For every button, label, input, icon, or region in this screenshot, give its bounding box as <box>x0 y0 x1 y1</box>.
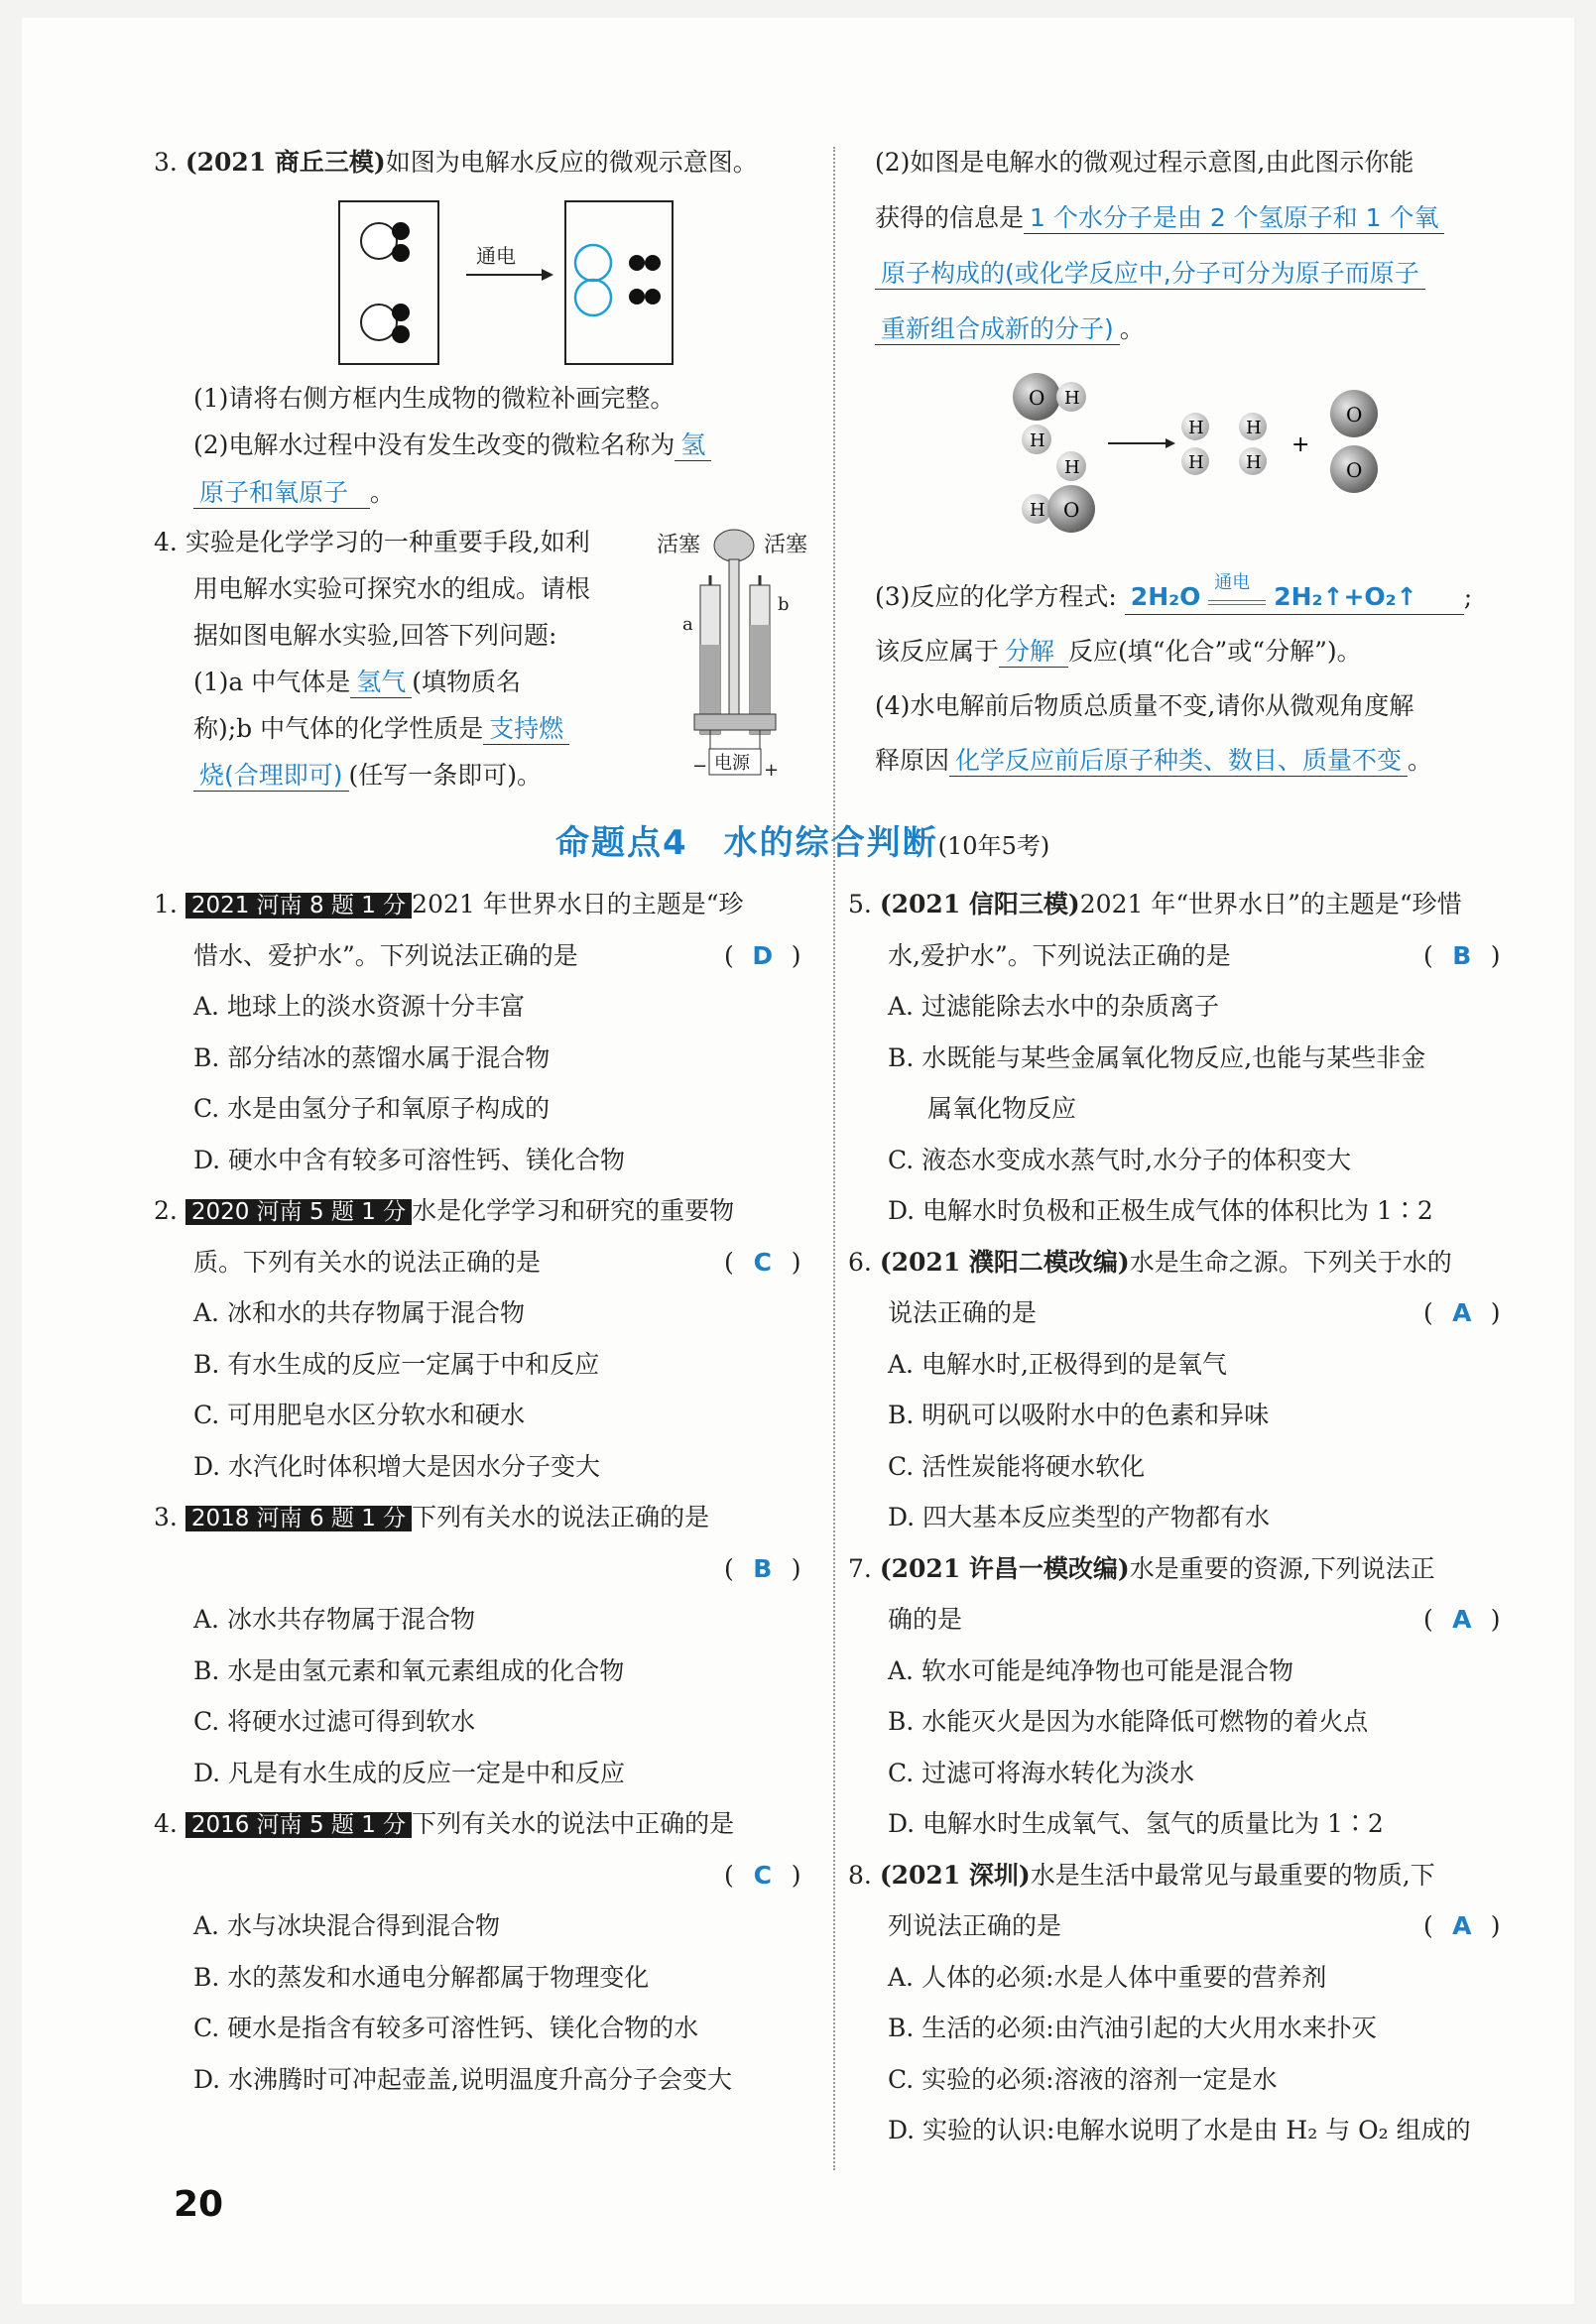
answer-bracket: ( A ) <box>1423 1603 1501 1637</box>
svg-text:H: H <box>1188 418 1204 438</box>
option-item: A. 冰水共存物属于混合物 <box>193 1605 475 1634</box>
answer-bracket: ( B ) <box>1423 939 1501 973</box>
svg-text:O: O <box>1063 498 1080 522</box>
answer-choice: B <box>1452 940 1472 970</box>
q3-part2-cont: 原子和氧原子 。 <box>193 476 395 510</box>
option-item: C. 实验的必须:溶液的溶剂一定是水 <box>888 2064 1278 2094</box>
svg-text:H: H <box>1188 452 1204 473</box>
source-tag: 2021 河南 8 题 1 分 <box>185 893 412 918</box>
q3r-part3b: 该反应属于 分解 反应(填“化合”或“分解”)。 <box>875 637 1362 666</box>
svg-text:电源: 电源 <box>714 753 750 774</box>
option-item: D. 水沸腾时可冲起壶盖,说明温度升高分子会变大 <box>193 2064 732 2094</box>
column-divider <box>833 147 835 2170</box>
q3r-part4-line1: (4)水电解前后物质总质量不变,请你从微观角度解 <box>875 691 1414 720</box>
svg-text:O: O <box>1029 386 1045 410</box>
option-item: C. 过滤可将海水转化为淡水 <box>888 1758 1195 1787</box>
question-stem: 1. 2021 河南 8 题 1 分 2021 年世界水日的主题是“珍 <box>154 890 744 918</box>
option-item: A. 地球上的淡水资源十分丰富 <box>193 992 525 1021</box>
q4-line5: 称);b 中气体的化学性质是 支持燃 <box>193 712 569 746</box>
option-item: D. 硬水中含有较多可溶性钙、镁化合物 <box>193 1145 626 1174</box>
answer-bracket: ( A ) <box>1423 1909 1501 1943</box>
water-molecule-2 <box>361 304 410 343</box>
question-stem: 8. (2021 深圳)水是生活中最常见与最重要的物质,下 <box>848 1860 1435 1890</box>
option-item: C. 活性炭能将硬水软化 <box>888 1451 1146 1481</box>
question-stem-cont: 质。下列有关水的说法正确的是 <box>193 1247 542 1277</box>
option-item: 属氧化物反应 <box>927 1094 1077 1123</box>
q3-part1: (1)请将右侧方框内生成物的微粒补画完整。 <box>193 384 675 413</box>
svg-text:H: H <box>1064 388 1080 409</box>
svg-text:活塞: 活塞 <box>657 533 701 557</box>
answer-bracket: ( D ) <box>724 939 801 973</box>
svg-text:a: a <box>682 614 693 635</box>
svg-text:−: − <box>692 756 708 777</box>
option-item: B. 水是由氢元素和氧元素组成的化合物 <box>193 1655 625 1685</box>
option-item: D. 凡是有水生成的反应一定是中和反应 <box>193 1758 626 1787</box>
svg-text:+: + <box>764 760 780 781</box>
option-item: C. 水是由氢分子和氧原子构成的 <box>193 1094 551 1123</box>
answer-bracket: ( B ) <box>724 1552 801 1586</box>
answer-bracket: ( C ) <box>724 1859 801 1893</box>
question-stem-cont: 说法正确的是 <box>888 1298 1038 1327</box>
q3r-part2-line2: 获得的信息是 1 个水分子是由 2 个氢原子和 1 个氧 <box>875 201 1444 235</box>
svg-text:H: H <box>1030 500 1045 521</box>
svg-text:O: O <box>1346 458 1363 482</box>
svg-text:H: H <box>1030 430 1045 451</box>
svg-text:b: b <box>778 594 790 615</box>
option-item: D. 电解水时生成氧气、氢气的质量比为 1∶2 <box>888 1809 1384 1838</box>
q3r-part4-line2: 释原因 化学反应前后原子种类、数目、质量不变 。 <box>875 746 1433 775</box>
answer-choice: C <box>753 1247 772 1277</box>
answer-choice: A <box>1452 1911 1472 1940</box>
option-item: D. 四大基本反应类型的产物都有水 <box>888 1503 1271 1531</box>
source-tag: 2020 河南 5 题 1 分 <box>185 1199 412 1225</box>
source-tag: 2016 河南 5 题 1 分 <box>185 1812 412 1838</box>
section-heading: 命题点4 水的综合判断(10年5考) <box>555 823 1050 863</box>
answer-choice: A <box>1452 1298 1472 1327</box>
question-stem-cont: 水,爱护水”。下列说法正确的是 <box>888 940 1231 970</box>
question-stem: 4. 2016 河南 5 题 1 分 下列有关水的说法中正确的是 <box>154 1809 735 1838</box>
option-item: A. 电解水时,正极得到的是氧气 <box>888 1349 1227 1379</box>
q3r-part3: (3)反应的化学方程式: 2H₂O 通电 2H₂↑+O₂↑ ; <box>875 580 1472 615</box>
answer-choice: D <box>752 940 774 970</box>
question-stem: 7. (2021 许昌一模改编)水是重要的资源,下列说法正 <box>848 1553 1435 1583</box>
answer-bracket: ( A ) <box>1423 1296 1501 1330</box>
option-item: B. 水能灭火是因为水能降低可燃物的着火点 <box>888 1707 1369 1736</box>
question-stem: 5. (2021 信阳三模)2021 年“世界水日”的主题是“珍惜 <box>848 890 1462 918</box>
svg-text:+: + <box>1291 432 1310 457</box>
atom-rearrangement-diagram <box>997 362 1394 541</box>
q4-line4: (1)a 中气体是 氢气 (填物质名 <box>193 668 522 696</box>
electrolysis-apparatus <box>655 516 833 784</box>
option-item: A. 人体的必须:水是人体中重要的营养剂 <box>888 1962 1327 1992</box>
option-item: D. 电解水时负极和正极生成气体的体积比为 1∶2 <box>888 1196 1433 1225</box>
option-item: B. 生活的必须:由汽油引起的大火用水来扑灭 <box>888 2014 1377 2042</box>
question-stem: 3. 2018 河南 6 题 1 分 下列有关水的说法正确的是 <box>154 1503 710 1531</box>
option-item: A. 水与冰块混合得到混合物 <box>193 1911 500 1940</box>
option-item: D. 水汽化时体积增大是因水分子变大 <box>193 1451 601 1481</box>
q4-line1: 4. 实验是化学学习的一种重要手段,如利 <box>154 528 590 556</box>
option-item: B. 部分结冰的蒸馏水属于混合物 <box>193 1042 551 1072</box>
option-item: C. 将硬水过滤可得到软水 <box>193 1707 476 1736</box>
question-stem-cont: 惜水、爱护水”。下列说法正确的是 <box>193 940 578 970</box>
q4-line3: 据如图电解水实验,回答下列问题: <box>193 621 557 650</box>
water-molecule-1 <box>361 222 410 262</box>
q3-arrow-label: 通电 <box>476 244 516 268</box>
option-item: D. 实验的认识:电解水说明了水是由 H₂ 与 O₂ 组成的 <box>888 2116 1471 2144</box>
option-item: C. 硬水是指含有较多可溶性钙、镁化合物的水 <box>193 2014 699 2042</box>
q3r-part2-line4: 重新组合成新的分子) 。 <box>875 312 1145 346</box>
q4-line2: 用电解水实验可探究水的组成。请根 <box>193 574 591 603</box>
option-item: B. 有水生成的反应一定属于中和反应 <box>193 1349 600 1379</box>
question-stem: 2. 2020 河南 5 题 1 分 水是化学学习和研究的重要物 <box>154 1196 735 1225</box>
option-item: B. 水既能与某些金属氧化物反应,也能与某些非金 <box>888 1042 1426 1072</box>
q3-micro-diagram <box>327 193 744 372</box>
answer-choice: B <box>753 1553 773 1583</box>
q3r-part2-line3: 原子构成的(或化学反应中,分子可分为原子而原子 <box>875 257 1425 291</box>
option-item: A. 过滤能除去水中的杂质离子 <box>888 992 1219 1021</box>
question-stem-cont: 列说法正确的是 <box>888 1911 1062 1940</box>
q4-line6: 烧(合理即可) (任写一条即可)。 <box>193 759 542 793</box>
q3r-part2-line1: (2)如图是电解水的微观过程示意图,由此图示你能 <box>875 148 1414 177</box>
svg-text:H: H <box>1064 457 1080 478</box>
svg-text:活塞: 活塞 <box>764 533 808 557</box>
svg-text:H: H <box>1246 452 1262 473</box>
svg-text:H: H <box>1246 418 1262 438</box>
option-item: A. 软水可能是纯净物也可能是混合物 <box>888 1655 1293 1685</box>
question-stem: 6. (2021 濮阳二模改编)水是生命之源。下列关于水的 <box>848 1247 1452 1277</box>
source-tag: 2018 河南 6 题 1 分 <box>185 1506 412 1531</box>
option-item: C. 液态水变成水蒸气时,水分子的体积变大 <box>888 1145 1352 1174</box>
option-item: B. 明矾可以吸附水中的色素和异味 <box>888 1401 1270 1429</box>
q3-part2: (2)电解水过程中没有发生改变的微粒名称为 氢 <box>193 428 711 462</box>
answer-choice: C <box>753 1860 772 1890</box>
option-item: A. 冰和水的共存物属于混合物 <box>193 1298 525 1327</box>
answer-bracket: ( C ) <box>724 1246 801 1280</box>
svg-text:O: O <box>1346 403 1363 427</box>
page-number: 20 <box>174 2184 224 2225</box>
q3-stem: 3. (2021 商丘三模)如图为电解水反应的微观示意图。 <box>154 148 758 177</box>
option-item: C. 可用肥皂水区分软水和硬水 <box>193 1401 526 1429</box>
option-item: B. 水的蒸发和水通电分解都属于物理变化 <box>193 1962 650 1992</box>
answer-choice: A <box>1452 1605 1472 1634</box>
question-stem-cont: 确的是 <box>888 1605 963 1634</box>
